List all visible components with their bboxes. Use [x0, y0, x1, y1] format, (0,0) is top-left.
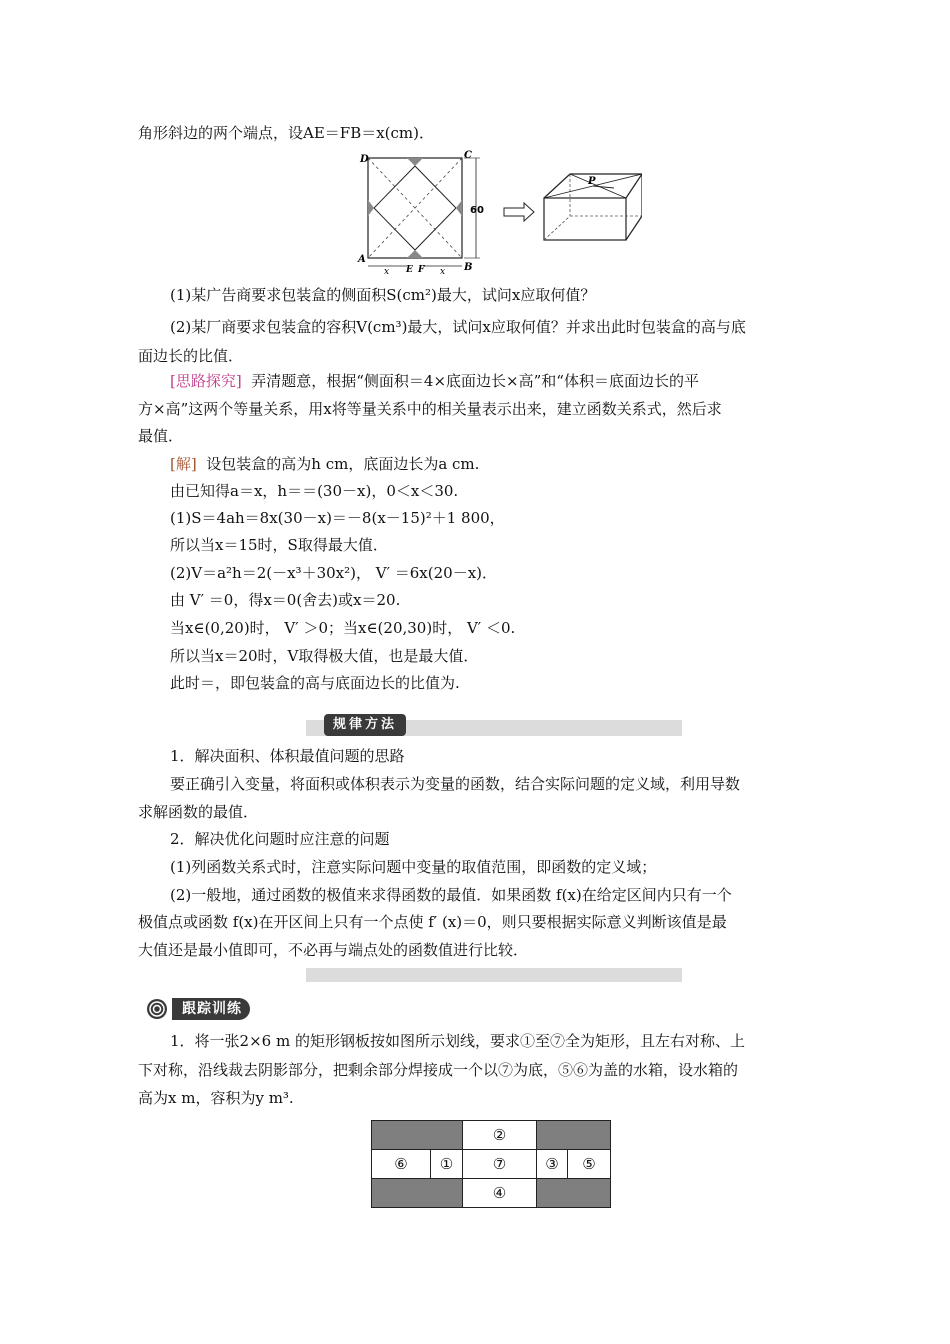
analysis-line3: 最值．: [138, 427, 184, 445]
cell-2: ②: [463, 1121, 537, 1150]
label-F: F: [418, 265, 425, 275]
shaded-cell: [537, 1121, 611, 1150]
solution-line6: 由 V′ ＝0，得x＝0(舍去)或x＝20.: [170, 591, 401, 609]
method-2-line2: (2)一般地，通过函数的极值来求得函数的最值．如果函数 f(x)在给定区间内只有一个: [170, 886, 732, 904]
track-training-heading: [144, 998, 264, 1020]
solution-line9: 此时＝，即包装盒的高与底面边长的比值为.: [170, 674, 460, 692]
solution-line1: [170, 454, 479, 474]
cell-3: ③: [537, 1150, 568, 1179]
method-1-line2: 求解函数的最值．: [138, 803, 259, 821]
method-1-line1: 要正确引入变量，将面积或体积表示为变量的函数，结合实际问题的定义域，利用导数: [170, 775, 741, 793]
label-D: D: [360, 154, 369, 165]
packaging-box-figure: [352, 150, 642, 275]
question-2-line2: 面边长的比值．: [138, 347, 244, 365]
text-line: 角形斜边的两个端点，设AE＝FB＝x(cm)．: [138, 124, 435, 142]
exercise-1-line1: 1．将一张2×6 m 的矩形钢板按如图所示划线，要求①至⑦全为矩形，且左右对称、上: [170, 1032, 745, 1050]
question-1: (1)某广告商要求包装盒的侧面积S(cm²)最大，试问x应取何值？: [170, 286, 596, 304]
solution-line2: 由已知得a＝x，h＝＝(30－x)，0＜x＜30.: [170, 482, 459, 500]
solution-line8: 所以当x＝20时，V取得极大值，也是最大值．: [170, 647, 479, 665]
solution-line3: (1)S＝4ah＝8x(30－x)＝－8(x－15)²＋1 800，: [170, 509, 505, 527]
label-C: C: [464, 150, 472, 161]
shaded-cell: [372, 1179, 463, 1208]
cell-4: ④: [463, 1179, 537, 1208]
method-2-line4: 大值还是最小值即可，不必再与端点处的函数值进行比较．: [138, 941, 529, 959]
method-1-title: 1．解决面积、体积最值问题的思路: [170, 747, 405, 765]
solution-line4: 所以当x＝15时，S取得最大值．: [170, 536, 388, 554]
method-2-line1: (1)列函数关系式时，注意实际问题中变量的取值范围，即函数的定义域；: [170, 858, 657, 876]
exercise-1-line2: 下对称，沿线裁去阴影部分，把剩余部分焊接成一个以⑦为底，⑤⑥为盖的水箱，设水箱的: [138, 1061, 739, 1079]
exercise-1-line3: 高为x m，容积为y m³.: [138, 1089, 294, 1107]
method-2-line3: 极值点或函数 f(x)在开区间上只有一个点使 f′ (x)＝0，则只要根据实际意义判断该值是最: [138, 913, 727, 931]
dim-x-right: x: [440, 267, 446, 275]
dim-60: 60: [470, 205, 484, 216]
method-banner: [306, 717, 682, 736]
shaded-cell: [537, 1179, 611, 1208]
label-A: A: [358, 254, 366, 265]
cell-5: ⑤: [568, 1150, 611, 1179]
cell-7: ⑦: [463, 1150, 537, 1179]
label-B: B: [464, 262, 473, 273]
target-icon: [144, 998, 174, 1020]
analysis-text: 弄清题意，根据“侧面积＝4×底面边长×高”和“体积＝底面边长的平: [251, 372, 699, 390]
method-banner-end: [306, 968, 682, 982]
dim-x-left: x: [384, 267, 390, 275]
method-banner-label: 规律方法: [324, 714, 406, 736]
solution-text: 设包装盒的高为h cm，底面边长为a cm.: [206, 455, 480, 473]
analysis-tag: [思路探究]: [170, 372, 242, 390]
solution-tag: [解]: [170, 455, 197, 473]
label-E: E: [406, 265, 413, 275]
label-P: P: [588, 176, 596, 187]
method-2-title: 2．解决优化问题时应注意的问题: [170, 830, 390, 848]
cell-6: ⑥: [372, 1150, 431, 1179]
cell-1: ①: [431, 1150, 463, 1179]
shaded-cell: [372, 1121, 463, 1150]
analysis-line2: 方×高”这两个等量关系，用x将等量关系中的相关量表示出来，建立函数关系式，然后求: [138, 400, 722, 418]
track-training-label: 跟踪训练: [172, 998, 250, 1020]
analysis-line1: [170, 371, 699, 391]
question-2-line1: (2)某厂商要求包装盒的容积V(cm³)最大，试问x应取何值？并求出此时包装盒的高与底: [170, 318, 746, 336]
solution-line7: 当x∈(0,20)时， V′ ＞0；当x∈(20,30)时， V′ ＜0.: [170, 619, 516, 637]
solution-line5: (2)V＝a²h＝2(－x³＋30x²)， V′ ＝6x(20－x)．: [170, 564, 498, 582]
steel-plate-diagram: [371, 1120, 611, 1208]
